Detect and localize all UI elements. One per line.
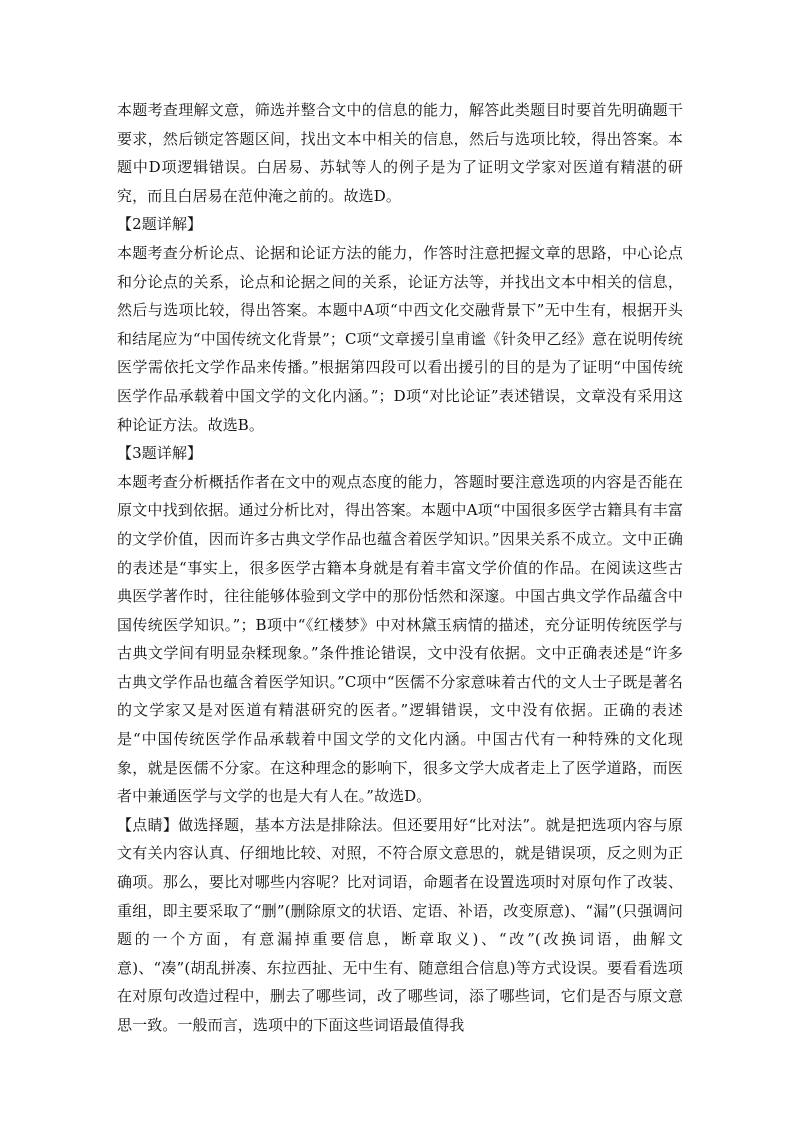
paragraph-tips: 【点睛】做选择题，基本方法是排除法。但还要用好“比对法”。就是把选项内容与原文有关内容认真、仔细地比较、对照，不符合原文意思的，就是错误项，反之则为正确项。那么，要比对哪些内容呢？比对词语，命题者在设置选项时对原句作了改装、重组，即主要采取了“删”(删除原文的状语、定语、补语，改变原意)、“漏”(只强调问题的一个方面，有意漏掉重要信息，断章取义)、“改”(改换词语，曲解文意)、“凑”(胡乱拼凑、东拉西扯、无中生有、随意组合信息)等方式设误。要看看选项在对原句改造过程中，删去了哪些词，改了哪些词，添了哪些词，它们是否与原文意思一致。一般而言，选项中的下面这些词语最值得我 xyxy=(117,815,683,1034)
paragraph-1-answer-explanation: 本题考查理解文意，筛选并整合文中的信息的能力，解答此类题目时要首先明确题干要求，然后锁定答题区间，找出文本中相关的信息，然后与选项比较，得出答案。本题中D项逻辑错误。白居易、苏轼等人的例子是为了证明文学家对医道有精湛的研究，而且白居易在范仲淹之前的。故选D。 xyxy=(117,101,683,205)
document-page xyxy=(117,96,683,1040)
heading-question-3-detail: 【3题详解】 xyxy=(117,444,203,463)
heading-question-2-detail: 【2题详解】 xyxy=(117,215,203,234)
paragraph-question-3-explanation: 本题考查分析概括作者在文中的观点态度的能力，答题时要注意选项的内容是否能在原文中找到依据。通过分析比对，得出答案。本题中A项“中国很多医学古籍具有丰富的文学价值，因而许多古典文学作品也蕴含着医学知识。”因果关系不成立。文中正确的表述是“事实上，很多医学古籍本身就是有着丰富文学价值的作品。在阅读这些古典医学著作时，往往能够体验到文学中的那份恬然和深邃。中国古典文学作品蕴含中国传统医学知识。”；B项中“《红楼梦》中对林黛玉病情的描述，充分证明传统医学与古典文学间有明显杂糅现象。”条件推论错误，文中没有依据。文中正确表述是“许多古典文学作品也蕴含着医学知识。”C项中“医儒不分家意味着古代的文人士子既是著名的文学家又是对医道有精湛研究的医者。”逻辑错误，文中没有依据。正确的表述是“中国传统医学作品承载着中国文学的文化内涵。中国古代有一种特殊的文化现象，就是医儒不分家。在这种理念的影响下，很多文学大成者走上了医学道路，而医者中兼通医学与文学的也是大有人在。”故选D。 xyxy=(117,472,683,806)
paragraph-question-2-explanation: 本题考查分析论点、论据和论证方法的能力，作答时注意把握文章的思路，中心论点和分论点的关系，论点和论据之间的关系，论证方法等，并找出文本中相关的信息，然后与选项比较，得出答案。本题中A项“中西文化交融背景下”无中生有，根据开头和结尾应为“中国传统文化背景”；C项“文章援引皇甫谧《针灸甲乙经》意在说明传统医学需依托文学作品来传播。”根据第四段可以看出援引的目的是为了证明“中国传统医学作品承载着中国文学的文化内涵。”；D项“对比论证”表述错误，文章没有采用这种论证方法。故选B。 xyxy=(117,243,683,434)
